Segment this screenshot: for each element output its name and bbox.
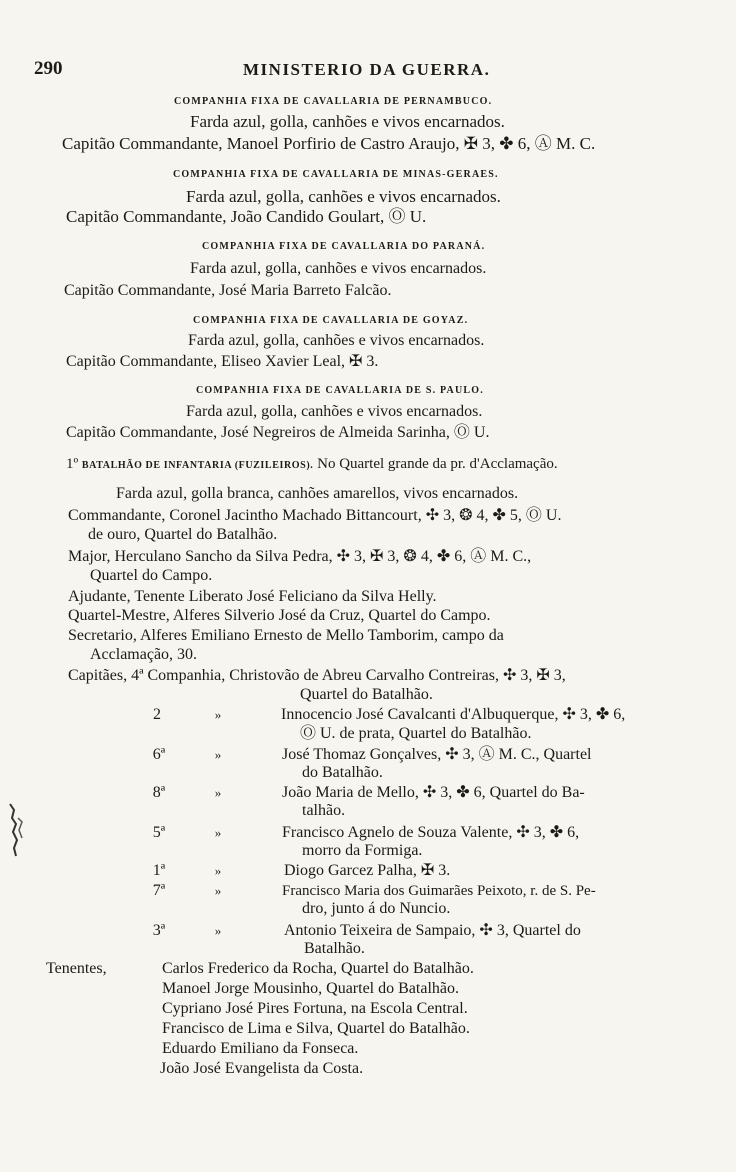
battalion-number: 1º (66, 456, 79, 472)
company-number: 5ª (152, 824, 166, 841)
capitaes-line: Capitães, 4ª Companhia, Christovão de Abreu Carvalho Contreiras, ✣ 3, ✠ 3, (68, 667, 566, 684)
battalion-location: No Quartel grande da pr. d'Acclamação. (317, 456, 558, 472)
captain-name: Innocencio José Cavalcanti d'Albuquerque, ✣ 3, ✤ 6, (281, 706, 626, 723)
page-number: 290 (34, 58, 63, 79)
company-title: COMPANHIA FIXA DE CAVALLARIA DO PARANÁ. (202, 241, 486, 252)
secretario-line (68, 627, 694, 645)
tenentes-label: Tenentes, (46, 960, 107, 977)
company-uniform: Farda azul, golla, canhões e vivos encarnados. (190, 112, 505, 131)
ditto-mark: » (214, 923, 222, 938)
captain-detail: morro da Formiga. (302, 842, 423, 859)
captain-detail: dro, junto á do Nuncio. (302, 900, 451, 917)
commandante-line: Commandante, Coronel Jacintho Machado Bittancourt, ✣ 3, ❂ 4, ✤ 5, Ⓞ U. (68, 507, 562, 524)
captain-name: José Thomaz Gonçalves, ✣ 3, Ⓐ M. C., Quartel (282, 746, 592, 763)
secretario-text: Secretario, Alferes Emiliano Ernesto de Mello Tamborim, campo da (68, 627, 504, 644)
ditto-mark: » (214, 863, 222, 878)
company-uniform: Farda azul, golla, canhões e vivos encarnados. (186, 187, 501, 206)
captain-detail: Batalhão. (304, 940, 365, 957)
ditto-mark: » (214, 825, 222, 840)
company-uniform: Farda azul, golla, canhões e vivos encarnados. (188, 332, 485, 349)
company-number: 8ª (152, 784, 166, 801)
company-uniform: Farda azul, golla, canhões e vivos encarnados. (190, 260, 487, 277)
company-number: 6ª (152, 746, 166, 763)
company-number: 3ª (152, 922, 166, 939)
company-captain: Capitão Commandante, Manoel Porfirio de Castro Araujo, ✠ 3, ✤ 6, Ⓐ M. C. (62, 134, 596, 153)
ditto-mark: » (214, 747, 222, 762)
ditto-mark: » (214, 785, 222, 800)
captain-detail: do Batalhão. (302, 764, 383, 781)
secretario-line-cont: Acclamação, 30. (90, 646, 198, 663)
quartel-mestre-line: Quartel-Mestre, Alferes Silverio José da Cruz, Quartel do Campo. (68, 607, 491, 624)
captain-name: Francisco Agnelo de Souza Valente, ✣ 3, ✤ 6, (282, 824, 580, 841)
company-captain: Capitão Commandante, José Maria Barreto Falcão. (64, 282, 392, 299)
company-number: 7ª (152, 882, 166, 899)
tenente-name: Francisco de Lima e Silva, Quartel do Batalhão. (162, 1020, 470, 1037)
company-uniform: Farda azul, golla, canhões e vivos encarnados. (186, 403, 483, 420)
tenente-name: Manoel Jorge Mousinho, Quartel do Batalhão. (162, 980, 459, 997)
tenente-name: Cypriano José Pires Fortuna, na Escola Central. (162, 1000, 468, 1017)
capitaes-line-cont: Quartel do Batalhão. (300, 686, 433, 703)
captain-name: Antonio Teixeira de Sampaio, ✣ 3, Quartel do (284, 922, 581, 939)
tenente-name: João José Evangelista da Costa. (160, 1060, 364, 1077)
margin-ornament-icon (4, 800, 26, 860)
company-number: 2 (153, 706, 161, 723)
battalion-title (66, 455, 558, 475)
company-title: COMPANHIA FIXA DE CAVALLARIA DE MINAS-GERAES. (173, 169, 499, 180)
captain-detail: Ⓞ U. de prata, Quartel do Batalhão. (300, 725, 532, 742)
captain-name: Diogo Garcez Palha, ✠ 3. (284, 862, 451, 879)
running-title: MINISTERIO DA GUERRA. (243, 60, 491, 79)
major-line: Major, Herculano Sancho da Silva Pedra, ✣ 3, ✠ 3, ❂ 4, ✤ 6, Ⓐ M. C., (68, 548, 532, 565)
company-title: COMPANHIA FIXA DE CAVALLARIA DE S. PAULO. (196, 385, 484, 396)
major-line-cont: Quartel do Campo. (90, 567, 213, 584)
company-captain: Capitão Commandante, João Candido Goulart, Ⓞ U. (66, 207, 427, 226)
tenente-name: Carlos Frederico da Rocha, Quartel do Batalhão. (162, 960, 474, 977)
company-captain: Capitão Commandante, Eliseo Xavier Leal, ✠ 3. (66, 353, 379, 370)
company-title: COMPANHIA FIXA DE CAVALLARIA DE PERNAMBUCO. (174, 96, 493, 107)
battalion-name: BATALHÃO DE INFANTARIA (FUZILEIROS). (81, 460, 314, 471)
battalion-uniform: Farda azul, golla branca, canhões amarellos, vivos encarnados. (116, 485, 519, 502)
captain-name: João Maria de Mello, ✣ 3, ✤ 6, Quartel do Ba- (282, 784, 585, 801)
commandante-line-cont: de ouro, Quartel do Batalhão. (88, 526, 278, 543)
company-captain: Capitão Commandante, José Negreiros de Almeida Sarinha, Ⓞ U. (66, 424, 490, 441)
tenente-name: Eduardo Emiliano da Fonseca. (162, 1040, 359, 1057)
company-title: COMPANHIA FIXA DE CAVALLARIA DE GOYAZ. (193, 315, 469, 326)
captain-detail: talhão. (302, 802, 346, 819)
ditto-mark: » (214, 707, 222, 722)
ajudante-line: Ajudante, Tenente Liberato José Feliciano da Silva Helly. (68, 588, 437, 605)
ditto-mark: » (214, 883, 222, 898)
company-number: 1ª (152, 862, 166, 879)
captain-name: Francisco Maria dos Guimarães Peixoto, r. de S. Pe- (282, 883, 596, 899)
